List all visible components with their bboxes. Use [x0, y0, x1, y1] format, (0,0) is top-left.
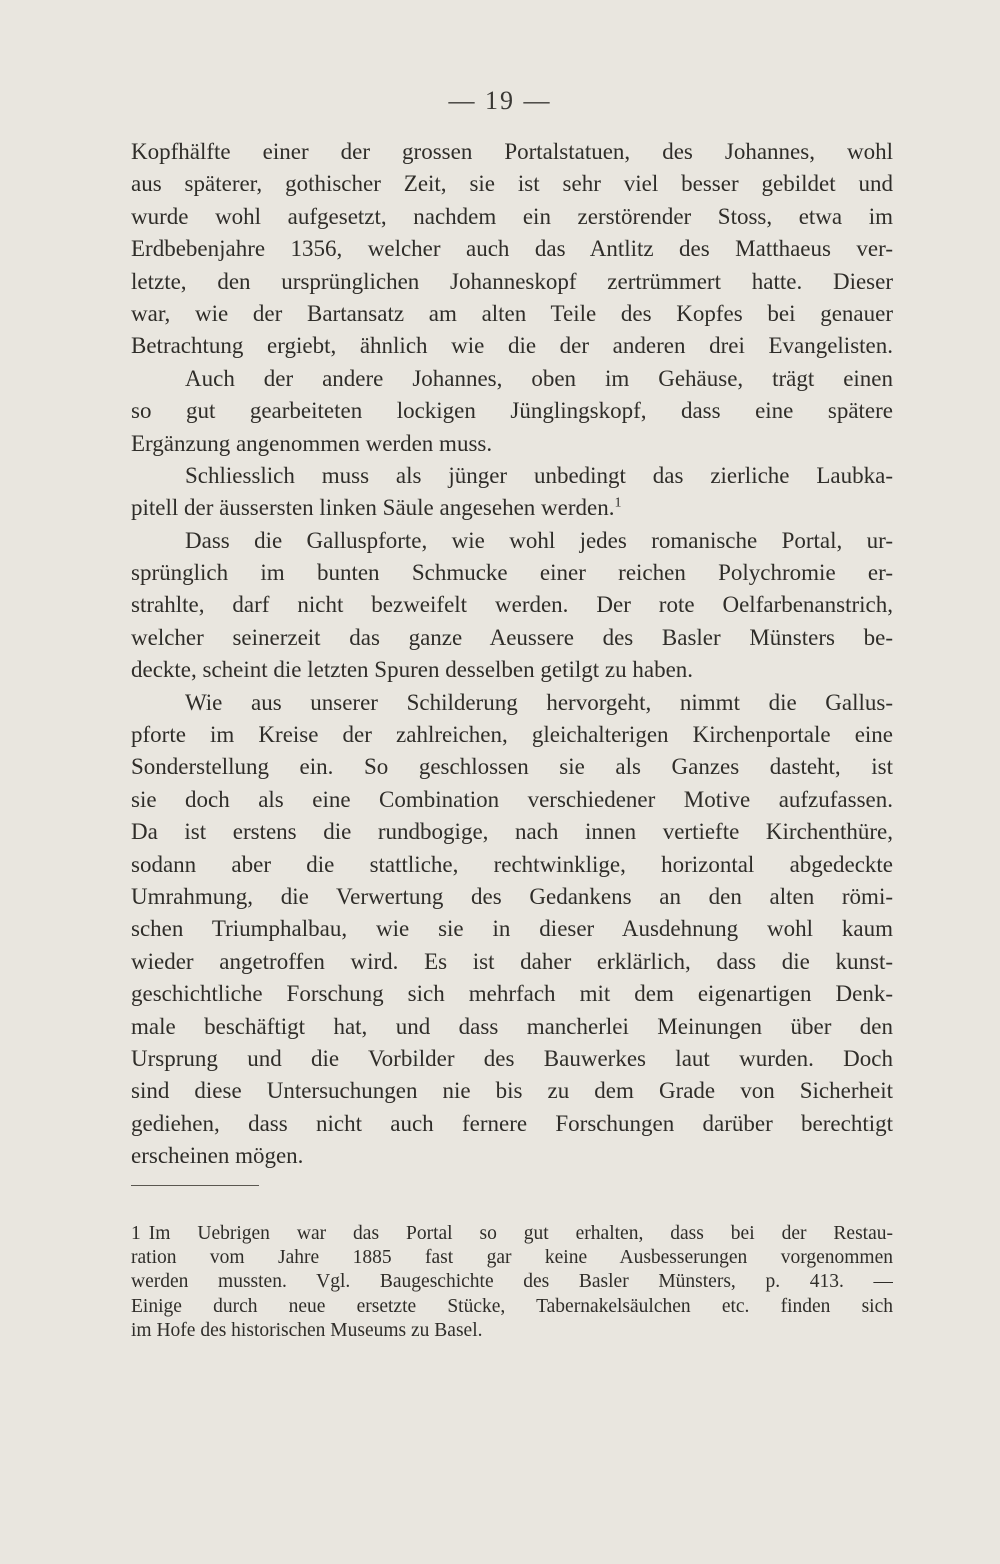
body-line-text: pitell der äussersten linken Säule angesehen werden.	[131, 495, 615, 521]
body-line: Kopfhälfte einer der grossen Portalstatuen, des Johannes, wohl	[131, 139, 893, 164]
footnote-line: im Hofe des historischen Museums zu Basel.	[131, 1319, 483, 1341]
body-line: Sonderstellung ein. So geschlossen sie als Ganzes dasteht, ist	[131, 754, 893, 780]
body-line: war, wie der Bartansatz am alten Teile des Kopfes bei genauer	[131, 300, 893, 326]
body-line: strahlte, darf nicht bezweifelt werden. Der rote Oelfarbenanstrich,	[131, 592, 893, 618]
body-line: Wie aus unserer Schilderung hervorgeht, nimmt die Gallus-	[185, 689, 893, 715]
body-line: sie doch als eine Combination verschiedener Motive aufzufassen.	[131, 786, 893, 812]
footnote-marker: 1	[131, 1223, 141, 1244]
footnote-divider	[131, 1185, 259, 1186]
body-line: letzte, den ursprünglichen Johanneskopf zertrümmert hatte. Dieser	[131, 268, 893, 294]
body-line: wurde wohl aufgesetzt, nachdem ein zerstörender Stoss, etwa im	[131, 203, 893, 229]
body-line: aus späterer, gothischer Zeit, sie ist sehr viel besser gebildet und	[131, 171, 893, 197]
body-line: Da ist erstens die rundbogige, nach innen vertiefte Kirchenthüre,	[131, 819, 893, 845]
body-line: geschichtliche Forschung sich mehrfach mit dem eigenartigen Denk-	[131, 981, 893, 1007]
body-line: pforte im Kreise der zahlreichen, gleichalterigen Kirchenportale eine	[131, 722, 893, 748]
footnote-line: Einige durch neue ersetzte Stücke, Tabernakelsäulchen etc. finden sich	[131, 1295, 893, 1317]
body-line-with-footnote-ref	[131, 492, 893, 524]
footnote-reference: 1	[614, 495, 622, 511]
body-line: male beschäftigt hat, und dass mancherlei Meinungen über den	[131, 1013, 893, 1039]
footnote-line-with-marker	[131, 1222, 893, 1246]
body-line: Schliesslich muss als jünger unbedingt das zierliche Laubka-	[185, 462, 893, 488]
footnote-line: ration vom Jahre 1885 fast gar keine Ausbesserungen vorgenommen	[131, 1247, 893, 1269]
body-line: Ursprung und die Vorbilder des Bauwerkes laut wurden. Doch	[131, 1045, 893, 1071]
body-line: Erdbebenjahre 1356, welcher auch das Antlitz des Matthaeus ver-	[131, 236, 893, 262]
footnote-line: werden mussten. Vgl. Baugeschichte des Basler Münsters, p. 413. —	[131, 1271, 893, 1293]
page-number: — 19 —	[448, 86, 552, 115]
footnote-line-text: Im Uebrigen war das Portal so gut erhalten, dass bei der Restau-	[148, 1223, 893, 1244]
body-line: sprünglich im bunten Schmucke einer reichen Polychromie er-	[131, 560, 893, 586]
footnote	[131, 1222, 893, 1343]
body-line: Auch der andere Johannes, oben im Gehäuse, trägt einen	[185, 365, 893, 391]
body-line: Dass die Galluspforte, wie wohl jedes romanische Portal, ur-	[185, 527, 893, 553]
body-line: Ergänzung angenommen werden muss.	[131, 430, 493, 456]
body-line: Umrahmung, die Verwertung des Gedankens an den alten römi-	[131, 883, 893, 909]
body-line: Betrachtung ergiebt, ähnlich wie die der anderen drei Evangelisten.	[131, 333, 893, 359]
body-line: deckte, scheint die letzten Spuren desselben getilgt zu haben.	[131, 657, 694, 683]
body-text	[131, 136, 893, 1173]
body-line: sind diese Untersuchungen nie bis zu dem Grade von Sicherheit	[131, 1078, 893, 1104]
body-line: gediehen, dass nicht auch fernere Forschungen darüber berechtigt	[131, 1110, 893, 1136]
body-line: erscheinen mögen.	[131, 1143, 304, 1169]
body-line: welcher seinerzeit das ganze Aeussere des Basler Münsters be-	[131, 624, 893, 650]
body-line: wieder angetroffen wird. Es ist daher erklärlich, dass die kunst-	[131, 948, 893, 974]
body-line: sodann aber die stattliche, rechtwinklige, horizontal abgedeckte	[131, 851, 893, 877]
body-line: schen Triumphalbau, wie sie in dieser Ausdehnung wohl kaum	[131, 916, 893, 942]
body-line: so gut gearbeiteten lockigen Jünglingskopf, dass eine spätere	[131, 398, 893, 424]
